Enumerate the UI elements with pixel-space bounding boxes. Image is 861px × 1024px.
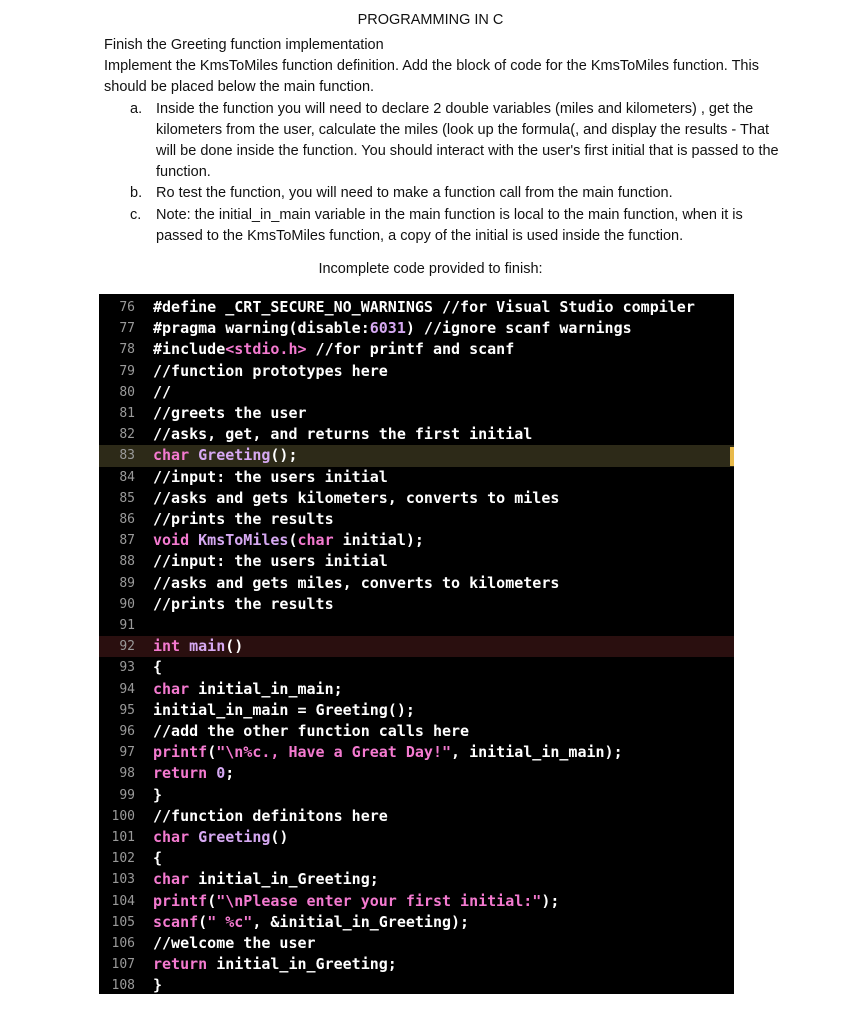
line-number: 94 (119, 681, 135, 697)
code-token: , initial_in_main); (451, 743, 623, 762)
line-number: 88 (119, 554, 135, 570)
code-text (153, 445, 298, 466)
code-text (153, 339, 514, 360)
code-token: scanf (153, 912, 199, 931)
code-token: //asks and gets miles, converts to kilometers (153, 573, 560, 592)
line-number: 98 (119, 766, 135, 782)
code-line[interactable] (99, 467, 734, 488)
code-line[interactable] (99, 424, 734, 445)
code-token: int (153, 637, 190, 656)
code-token: //input: the users initial (153, 467, 388, 486)
code-token: #pragma warning(disable: (153, 319, 370, 338)
code-line[interactable] (99, 975, 734, 994)
line-number: 85 (119, 490, 135, 506)
code-token: initial_in_Greeting; (207, 955, 397, 974)
code-token: ( (207, 743, 217, 762)
code-token: void (153, 531, 199, 550)
code-token: #include (153, 340, 226, 359)
code-token: initial_in_Greeting; (189, 870, 379, 889)
document-title: PROGRAMMING IN C (357, 12, 504, 28)
code-line[interactable] (99, 657, 734, 678)
code-text (153, 869, 379, 890)
code-line[interactable] (99, 297, 734, 318)
line-number: 79 (119, 363, 135, 379)
code-line[interactable] (99, 573, 734, 594)
code-text (153, 467, 388, 488)
code-line[interactable] (99, 530, 734, 551)
code-token: main (189, 637, 226, 656)
code-token: char (153, 828, 199, 846)
code-text (153, 403, 307, 424)
code-line[interactable] (99, 594, 734, 615)
code-token: ); (541, 891, 560, 910)
code-text (153, 424, 532, 445)
code-text (153, 785, 162, 806)
code-line[interactable] (99, 403, 734, 424)
code-token: char (153, 870, 190, 889)
code-token: //input: the users initial (153, 552, 388, 571)
code-text (153, 827, 288, 848)
code-token: "\nPlease enter your first initial:" (216, 891, 542, 910)
code-token: ( (207, 891, 217, 910)
code-line[interactable] (99, 679, 734, 700)
line-number: 108 (111, 978, 135, 994)
code-token: " %c" (207, 912, 253, 931)
step-b (104, 183, 784, 204)
code-line[interactable] (99, 763, 734, 784)
line-number: 78 (119, 342, 135, 358)
code-text (153, 742, 623, 763)
line-number: 93 (119, 660, 135, 676)
code-token: char (153, 679, 190, 698)
code-line[interactable] (99, 742, 734, 763)
code-editor[interactable] (99, 294, 734, 994)
code-text (153, 954, 397, 975)
step-text: Inside the function you will need to declare 2 double variables (miles and kilometers) , get the kilometers from the user, calculate the miles (look up the formula(, and display the results - That will be done inside the function. You should interact with the user's first initial that is passed to the function. (156, 100, 779, 181)
step-marker: c. (130, 206, 142, 223)
code-token: (); (270, 446, 298, 465)
code-token: initial); (333, 531, 424, 550)
code-text (153, 594, 334, 615)
line-number: 106 (111, 936, 135, 951)
step-a (104, 99, 784, 184)
code-text (153, 933, 316, 954)
code-token: printf (153, 743, 208, 762)
line-number: 101 (111, 830, 135, 845)
code-token: { (153, 849, 163, 868)
code-line[interactable] (99, 488, 734, 509)
code-token: printf (153, 891, 208, 910)
line-number: 107 (111, 957, 135, 973)
code-text (153, 382, 171, 403)
line-number: 81 (119, 406, 135, 421)
code-line[interactable] (99, 361, 734, 382)
code-token: //prints the results (153, 594, 334, 613)
code-text (153, 806, 388, 827)
code-line[interactable] (99, 785, 734, 806)
code-text (153, 848, 162, 869)
code-token: return (153, 955, 208, 974)
instruction-steps (104, 99, 784, 247)
code-token: Greeting (198, 446, 271, 465)
code-token: // (153, 382, 172, 401)
code-text (153, 573, 559, 594)
code-caption: Incomplete code provided to finish: (318, 261, 543, 277)
line-number: 102 (111, 851, 135, 867)
code-text (153, 636, 243, 657)
line-number: 95 (119, 702, 135, 718)
line-number: 104 (111, 893, 135, 909)
code-token: ( (198, 912, 208, 931)
line-number: 80 (119, 384, 135, 400)
code-line[interactable] (99, 912, 734, 933)
code-token: //for printf and scanf (306, 340, 515, 359)
code-text (153, 530, 424, 551)
line-number: 83 (119, 448, 135, 464)
instructions (104, 35, 784, 247)
code-token: () (270, 828, 289, 846)
code-text (153, 361, 388, 382)
line-number: 90 (119, 596, 135, 612)
code-line[interactable] (99, 933, 734, 954)
code-token: , &initial_in_Greeting); (252, 912, 470, 931)
code-token: { (153, 658, 163, 677)
step-marker: a. (130, 100, 143, 117)
code-token: //function prototypes here (153, 361, 388, 380)
code-token: //function definitons here (153, 806, 388, 825)
code-token: "\n%c., Have a Great Day!" (216, 743, 452, 762)
line-number: 76 (119, 300, 135, 315)
code-line[interactable] (99, 806, 734, 827)
code-token: 0 (216, 764, 226, 783)
instruction-line-1: Finish the Greeting function implementation (104, 37, 384, 53)
line-number: 103 (111, 872, 135, 888)
code-token: ) //ignore scanf warnings (405, 319, 632, 338)
code-token: #define _CRT_SECURE_NO_WARNINGS //for Visual Studio compiler (153, 298, 695, 316)
line-number: 87 (119, 533, 135, 549)
code-token: initial_in_main; (189, 679, 343, 698)
line-number: 99 (119, 787, 135, 803)
code-text (153, 551, 388, 572)
code-token: //asks, get, and returns the first initial (153, 425, 533, 444)
step-text: Note: the initial_in_main variable in the main function is local to the main function, when it is passed to the KmsToMiles function, a copy of the initial is used inside the function. (156, 206, 743, 244)
code-text (153, 297, 695, 318)
code-token: //add the other function calls here (153, 722, 470, 740)
code-line[interactable] (99, 551, 734, 572)
line-number: 77 (119, 321, 135, 337)
line-number: 92 (119, 639, 135, 655)
code-text (153, 975, 162, 994)
code-text (153, 912, 469, 933)
code-text (153, 891, 559, 912)
step-text: Ro test the function, you will need to make a function call from the main function. (156, 185, 673, 202)
code-token: 6031 (369, 319, 406, 338)
line-number: 86 (119, 512, 135, 527)
line-number: 97 (119, 745, 135, 761)
code-token: initial_in_main = Greeting(); (153, 700, 415, 719)
code-token: char (153, 446, 199, 465)
code-token: ( (288, 531, 298, 550)
code-text (153, 488, 559, 509)
line-number: 96 (119, 724, 135, 739)
step-c (104, 205, 784, 247)
code-token: } (153, 976, 163, 994)
code-line[interactable] (99, 339, 734, 360)
line-number: 91 (119, 618, 135, 633)
code-text (153, 318, 632, 339)
code-token: <stdio.h> (225, 340, 307, 359)
code-text (153, 679, 343, 700)
code-line[interactable] (99, 636, 734, 657)
line-number: 89 (119, 575, 135, 591)
code-token: () (225, 637, 244, 656)
code-token: Greeting (198, 828, 271, 846)
step-marker: b. (130, 185, 143, 202)
code-token: return (153, 764, 217, 783)
code-token: //welcome the user (153, 934, 316, 952)
code-token: //asks and gets kilometers, converts to miles (153, 488, 560, 507)
code-text (153, 763, 234, 784)
code-line[interactable] (99, 721, 734, 742)
code-token: //greets the user (153, 404, 307, 422)
code-text (153, 657, 162, 678)
code-line[interactable] (99, 445, 734, 466)
code-line[interactable] (99, 891, 734, 912)
code-token: ; (225, 764, 235, 783)
text-cursor (730, 447, 734, 466)
line-number: 82 (119, 427, 135, 443)
code-text (153, 721, 469, 742)
code-line[interactable] (99, 827, 734, 848)
line-number: 100 (111, 808, 135, 824)
code-line[interactable] (99, 318, 734, 339)
code-line[interactable] (99, 869, 734, 890)
code-line[interactable] (99, 382, 734, 403)
code-line[interactable] (99, 848, 734, 869)
code-line[interactable] (99, 509, 734, 530)
code-text (153, 700, 415, 721)
code-line[interactable] (99, 615, 734, 636)
line-number: 84 (119, 469, 135, 485)
code-token: char (297, 531, 334, 550)
code-token: //prints the results (153, 510, 334, 528)
instruction-line-2: Implement the KmsToMiles function definition. Add the block of code for the KmsToMiles function. This should be placed below the main function. (104, 58, 759, 96)
code-token: KmsToMiles (198, 531, 289, 550)
code-text (153, 509, 334, 530)
code-line[interactable] (99, 954, 734, 975)
code-line[interactable] (99, 700, 734, 721)
code-token: } (153, 785, 163, 804)
line-number: 105 (111, 914, 135, 930)
